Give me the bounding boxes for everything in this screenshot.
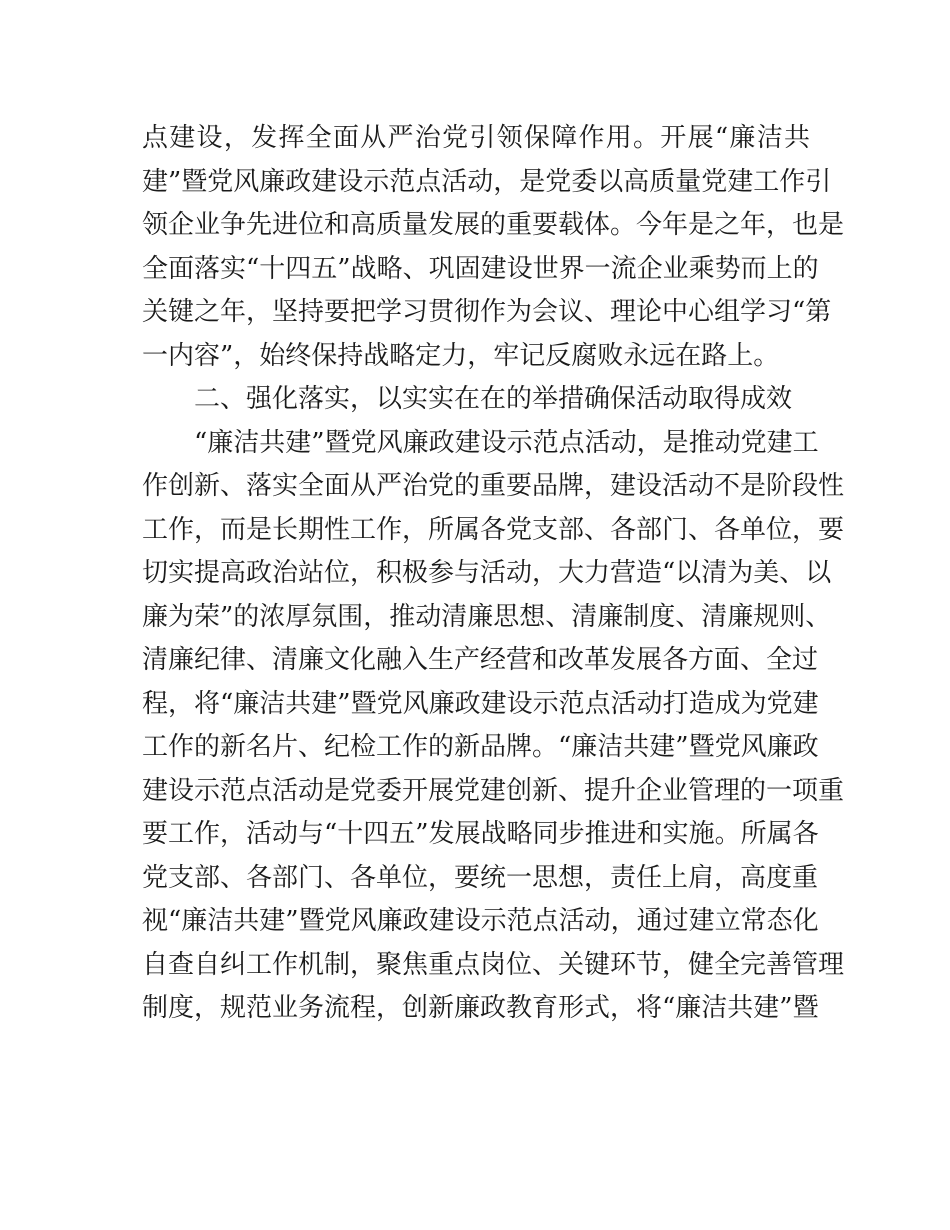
text-line: 关键之年，坚持要把学习贯彻作为会议、理论中心组学习“第: [142, 297, 832, 327]
text-line: 建”暨党风廉政建设示范点活动，是党委以高质量党建工作引: [142, 166, 832, 197]
text-line: 建设示范点活动是党委开展党建创新、提升企业管理的一项重: [142, 775, 845, 806]
paragraph-1: [142, 117, 845, 378]
text-line: 工作的新名片、纪检工作的新品牌。“廉洁共建”暨党风廉政: [142, 732, 819, 762]
text-line: 作创新、落实全面从严治党的重要品牌，建设活动不是阶段性: [142, 471, 845, 501]
text-line: 自查自纠工作机制，聚焦重点岗位、关键环节，健全完善管理: [142, 949, 845, 980]
text-line: 一内容”，始终保持战略定力，牢记反腐败永远在路上。: [142, 340, 780, 371]
text-line: 制度，规范业务流程，创新廉政教育形式，将“廉洁共建”暨: [142, 993, 819, 1023]
paragraph-2: [142, 422, 845, 1031]
document-body: [142, 117, 845, 1031]
text-line: “廉洁共建”暨党风廉政建设示范点活动，是推动党建工: [194, 427, 819, 458]
text-line: 要工作，活动与“十四五”发展战略同步推进和实施。所属各: [142, 819, 819, 849]
text-line: 廉为荣”的浓厚氛围，推动清廉思想、清廉制度、清廉规则、: [142, 601, 832, 632]
text-line: 清廉纪律、清廉文化融入生产经营和改革发展各方面、全过: [142, 645, 819, 675]
text-line: 领企业争先进位和高质量发展的重要载体。今年是之年，也是: [142, 210, 845, 240]
text-line: 全面落实“十四五”战略、巩固建设世界一流企业乘势而上的: [142, 253, 819, 284]
text-line: 程，将“廉洁共建”暨党风廉政建设示范点活动打造成为党建: [142, 688, 819, 719]
text-line: 切实提高政治站位，积极参与活动，大力营造“以清为美、以: [142, 558, 832, 588]
text-line: 点建设，发挥全面从严治党引领保障作用。开展“廉洁共: [142, 123, 810, 153]
text-line: 党支部、各部门、各单位，要统一思想，责任上肩，高度重: [142, 862, 819, 893]
section-heading: 二、强化落实，以实实在在的举措确保活动取得成效: [194, 384, 793, 414]
text-line: 视“廉洁共建”暨党风廉政建设示范点活动，通过建立常态化: [142, 906, 819, 936]
text-line: 工作，而是长期性工作，所属各党支部、各部门、各单位，要: [142, 514, 845, 545]
